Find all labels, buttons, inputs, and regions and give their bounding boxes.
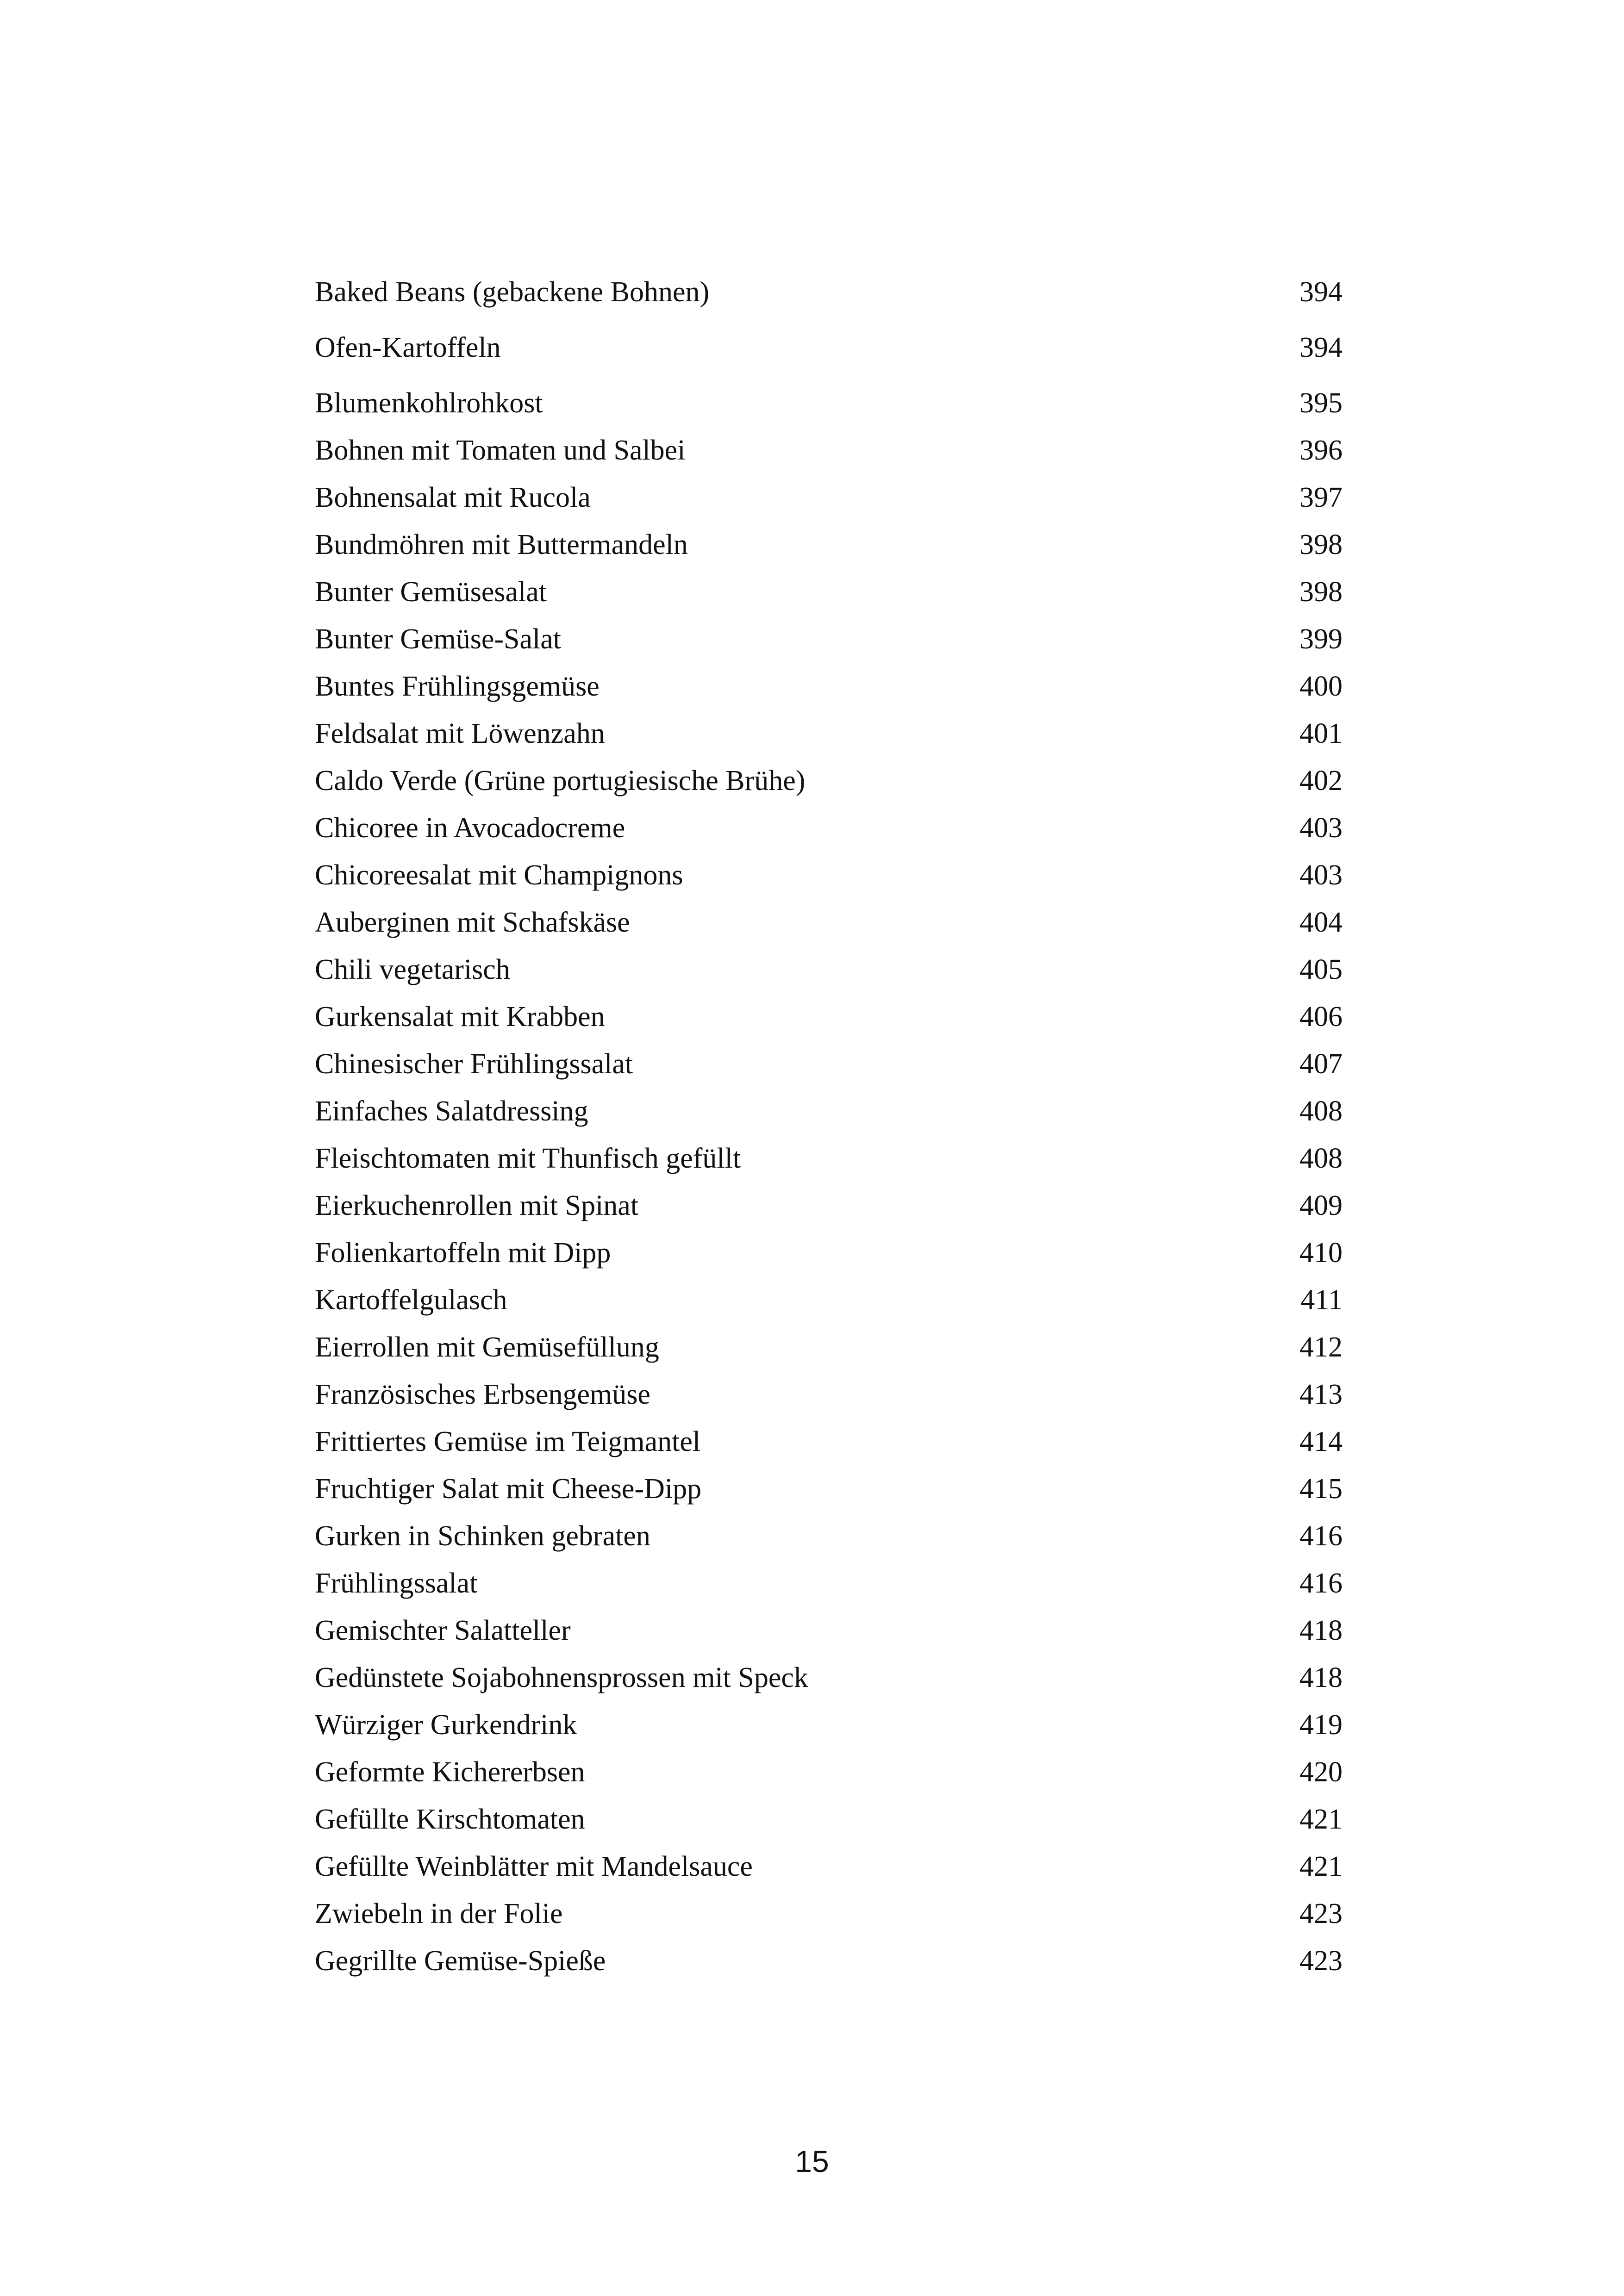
toc-entry-title: Bohnensalat mit Rucola (315, 482, 591, 513)
toc-entry (315, 1843, 1343, 1890)
toc-entry-title: Gedünstete Sojabohnensprossen mit Speck (315, 1662, 808, 1693)
toc-entry-title: Gemischter Salatteller (315, 1615, 571, 1646)
toc-entry-page: 415 (1299, 1473, 1343, 1505)
toc-entry-title: Würziger Gurkendrink (315, 1709, 577, 1741)
toc-entry-title: Eierrollen mit Gemüsefüllung (315, 1332, 659, 1363)
page-number: 15 (795, 2144, 829, 2178)
toc-entry-page: 405 (1299, 954, 1343, 985)
toc-entry (315, 568, 1343, 616)
toc-entry-title: Gegrillte Gemüse-Spieße (315, 1945, 606, 1977)
toc-entry-title: Kartoffelgulasch (315, 1284, 507, 1316)
toc-entry (315, 1182, 1343, 1229)
toc-entry (315, 710, 1343, 757)
toc-entry (315, 946, 1343, 993)
toc-entry-title: Französisches Erbsengemüse (315, 1379, 650, 1410)
toc-entry (315, 324, 1343, 371)
toc-entry (315, 1560, 1343, 1607)
toc-entry-page: 409 (1299, 1190, 1343, 1221)
toc-entry-title: Folienkartoffeln mit Dipp (315, 1237, 611, 1269)
toc-entry-page: 402 (1299, 765, 1343, 796)
toc-entry (315, 1701, 1343, 1748)
toc-entry-page: 404 (1299, 907, 1343, 938)
toc-entry-title: Fleischtomaten mit Thunfisch gefüllt (315, 1143, 741, 1174)
toc-entry (315, 1796, 1343, 1843)
toc-entry (315, 663, 1343, 710)
toc-entry-title: Bundmöhren mit Buttermandeln (315, 529, 688, 560)
toc-entry-page: 395 (1299, 387, 1343, 419)
toc-entry (315, 1418, 1343, 1465)
toc-entry-page: 408 (1299, 1143, 1343, 1174)
toc-entry-title: Bunter Gemüse-Salat (315, 623, 562, 655)
toc-entry-page: 416 (1299, 1568, 1343, 1599)
toc-entry (315, 993, 1343, 1040)
toc-entry-title: Frittiertes Gemüse im Teigmantel (315, 1426, 701, 1457)
toc-entry (315, 521, 1343, 568)
toc-entry-title: Bunter Gemüsesalat (315, 576, 547, 608)
toc-entry-title: Einfaches Salatdressing (315, 1095, 588, 1127)
toc-entry-page: 420 (1299, 1756, 1343, 1788)
toc-entry (315, 427, 1343, 474)
toc-entry (315, 899, 1343, 946)
toc-entry-page: 413 (1299, 1379, 1343, 1410)
toc-entry-title: Bohnen mit Tomaten und Salbei (315, 435, 686, 466)
toc-entry (315, 1135, 1343, 1182)
toc-entry-page: 418 (1299, 1662, 1343, 1693)
toc-entry (315, 1890, 1343, 1937)
toc-entry-title: Ofen-Kartoffeln (315, 332, 501, 363)
toc-entry-page: 412 (1299, 1332, 1343, 1363)
toc-entry-page: 416 (1299, 1520, 1343, 1552)
toc-entry-page: 408 (1299, 1095, 1343, 1127)
toc-entry (315, 852, 1343, 899)
toc-entry-page: 421 (1299, 1804, 1343, 1835)
toc-entry-title: Caldo Verde (Grüne portugiesische Brühe) (315, 765, 806, 796)
toc-entry-page: 419 (1299, 1709, 1343, 1741)
toc-entry-page: 414 (1299, 1426, 1343, 1457)
toc-entry-title: Chinesischer Frühlingssalat (315, 1048, 633, 1080)
toc-entry (315, 1088, 1343, 1135)
toc-entry-page: 407 (1299, 1048, 1343, 1080)
toc-entry-page: 403 (1299, 812, 1343, 844)
toc-entry-page: 398 (1299, 576, 1343, 608)
table-of-contents (315, 268, 1343, 1985)
toc-entry-page: 403 (1299, 859, 1343, 891)
toc-entry (315, 804, 1343, 852)
toc-entry-page: 398 (1299, 529, 1343, 560)
toc-entry-page: 421 (1299, 1851, 1343, 1882)
toc-entry-page: 410 (1299, 1237, 1343, 1269)
toc-entry (315, 616, 1343, 663)
toc-entry (315, 380, 1343, 427)
toc-entry (315, 268, 1343, 316)
toc-entry-page: 423 (1299, 1898, 1343, 1929)
toc-entry-title: Eierkuchenrollen mit Spinat (315, 1190, 639, 1221)
toc-entry-title: Chili vegetarisch (315, 954, 510, 985)
toc-entry (315, 1607, 1343, 1654)
toc-entry-page: 394 (1299, 332, 1343, 363)
toc-entry (315, 1748, 1343, 1796)
toc-entry-page: 397 (1299, 482, 1343, 513)
toc-entry (315, 1371, 1343, 1418)
toc-entry (315, 1276, 1343, 1324)
toc-entry-title: Fruchtiger Salat mit Cheese-Dipp (315, 1473, 702, 1505)
toc-entry (315, 474, 1343, 521)
toc-entry-title: Baked Beans (gebackene Bohnen) (315, 276, 710, 308)
toc-entry-title: Feldsalat mit Löwenzahn (315, 718, 605, 749)
toc-entry-title: Blumenkohlrohkost (315, 387, 543, 419)
toc-entry-title: Gurkensalat mit Krabben (315, 1001, 605, 1033)
toc-entry (315, 1654, 1343, 1701)
toc-entry-title: Buntes Frühlingsgemüse (315, 671, 600, 702)
toc-entry-page: 394 (1299, 276, 1343, 308)
toc-entry (315, 1324, 1343, 1371)
toc-entry (315, 1512, 1343, 1560)
toc-entry (315, 1465, 1343, 1512)
toc-entry (315, 757, 1343, 804)
toc-entry-title: Chicoree in Avocadocreme (315, 812, 625, 844)
toc-entry-title: Auberginen mit Schafskäse (315, 907, 630, 938)
toc-entry-page: 406 (1299, 1001, 1343, 1033)
toc-entry (315, 1040, 1343, 1088)
toc-entry-title: Frühlingssalat (315, 1568, 478, 1599)
toc-entry-title: Chicoreesalat mit Champignons (315, 859, 683, 891)
toc-entry-title: Gurken in Schinken gebraten (315, 1520, 650, 1552)
toc-entry-title: Gefüllte Kirschtomaten (315, 1804, 585, 1835)
toc-entry-title: Gefüllte Weinblätter mit Mandelsauce (315, 1851, 753, 1882)
toc-entry-page: 400 (1299, 671, 1343, 702)
toc-entry-page: 396 (1299, 435, 1343, 466)
toc-entry (315, 1937, 1343, 1985)
toc-entry-title: Zwiebeln in der Folie (315, 1898, 563, 1929)
toc-entry-title: Geformte Kichererbsen (315, 1756, 585, 1788)
toc-entry-page: 411 (1300, 1284, 1343, 1316)
toc-entry (315, 1229, 1343, 1276)
toc-entry-page: 401 (1299, 718, 1343, 749)
toc-entry-page: 399 (1299, 623, 1343, 655)
toc-entry-page: 418 (1299, 1615, 1343, 1646)
toc-entry-page: 423 (1299, 1945, 1343, 1977)
